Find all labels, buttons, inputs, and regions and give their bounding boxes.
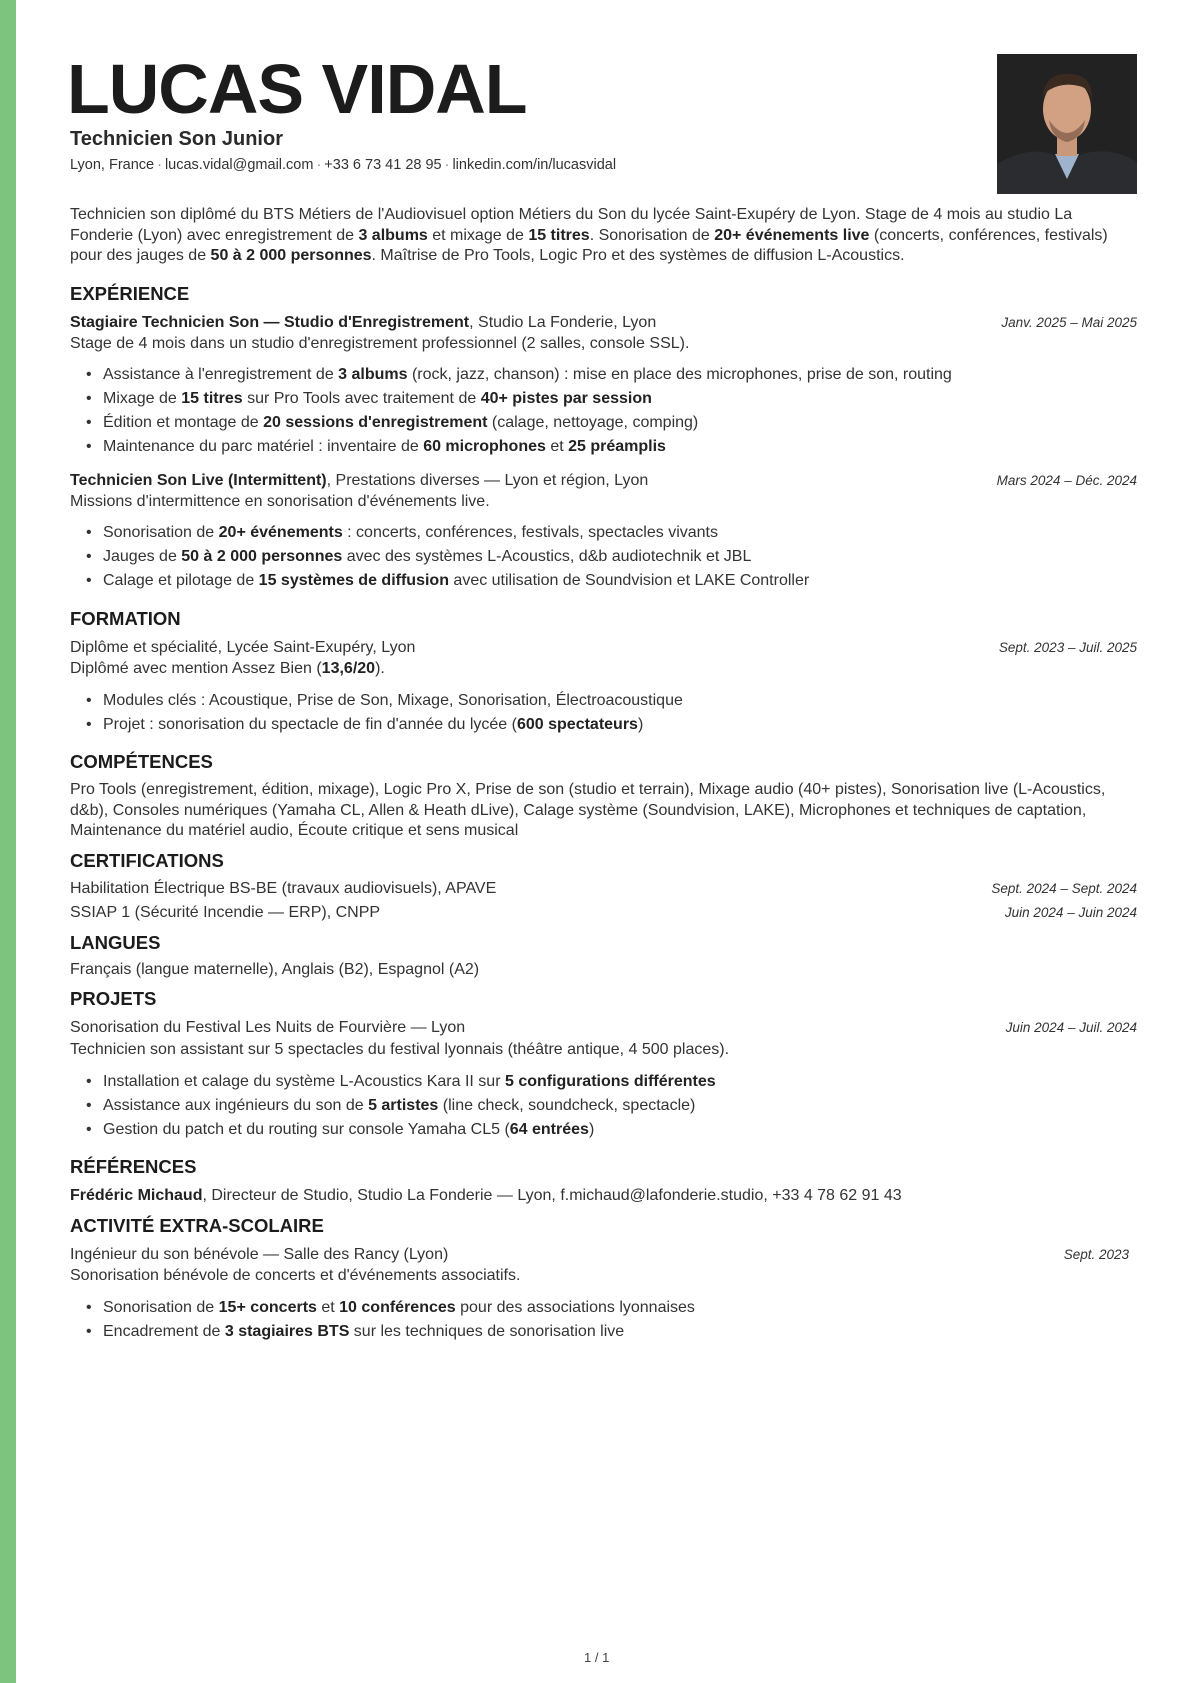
education-date: Sept. 2023 – Juil. 2025 xyxy=(998,640,1137,655)
text-run: Assistance à l'enregistrement de xyxy=(103,366,339,383)
emphasis-text: 64 entrées xyxy=(509,1121,589,1138)
project-description: Technicien son assistant sur 5 spectacles du festival lyonnais (théâtre antique, 4 500 places). xyxy=(70,1041,730,1058)
section-title-skills: COMPÉTENCES xyxy=(70,751,213,772)
job-date: Mars 2024 – Déc. 2024 xyxy=(996,473,1137,488)
reference-item xyxy=(70,1185,902,1206)
text-run: Technicien son diplômé du BTS Métiers de l'Audiovisuel option Métiers du Son du lycée Saint-Exupéry de Lyon. Stage de 4 mois au studio La Fonderie (Lyon) avec enregistrement de xyxy=(70,206,1073,244)
emphasis-text: 3 albums xyxy=(358,226,428,244)
bullet-item xyxy=(103,364,952,388)
emphasis-text: 25 préamplis xyxy=(568,438,666,455)
text-run: ). xyxy=(375,660,385,677)
reference-name: Frédéric Michaud xyxy=(70,1187,203,1204)
email-link[interactable]: lucas.vidal@gmail.com xyxy=(164,157,314,173)
bullet-item xyxy=(103,570,809,594)
bullet-item xyxy=(103,436,952,460)
section-title-certifications: CERTIFICATIONS xyxy=(70,850,224,871)
text-run: ) xyxy=(588,1121,595,1138)
text-run: Jauges de xyxy=(103,548,182,565)
text-run: : concerts, conférences, festivals, spectacles vivants xyxy=(342,524,718,541)
separator-dot: · xyxy=(316,157,322,173)
phone: +33 6 73 41 28 95 xyxy=(324,157,442,173)
page-number: 1 / 1 xyxy=(584,1650,610,1665)
education-description xyxy=(70,658,385,679)
emphasis-text: 15 titres xyxy=(181,390,243,407)
job-bullets xyxy=(70,522,809,594)
section-title-education: FORMATION xyxy=(70,608,181,629)
text-run: Projet : sonorisation du spectacle de fin d'année du lycée ( xyxy=(103,716,517,733)
text-run: . Maîtrise de Pro Tools, Logic Pro et des systèmes de diffusion L-Acoustics. xyxy=(371,247,905,264)
resume-page xyxy=(67,0,1137,1340)
text-run: Assistance aux ingénieurs du son de xyxy=(103,1097,369,1114)
text-run: Installation et calage du système L-Acoustics Kara II sur xyxy=(103,1073,505,1090)
text-run: (calage, nettoyage, comping) xyxy=(487,414,699,431)
emphasis-text: 20+ événements live xyxy=(714,226,870,244)
text-run: (line check, soundcheck, spectacle) xyxy=(438,1097,696,1114)
job-org: , Studio La Fonderie, Lyon xyxy=(469,314,657,331)
emphasis-text: 15 titres xyxy=(528,226,590,244)
emphasis-text: 600 spectateurs xyxy=(516,716,638,733)
certification-date: Sept. 2024 – Sept. 2024 xyxy=(991,881,1137,896)
activity-date: Sept. 2023 xyxy=(1063,1247,1129,1262)
bullet-item xyxy=(103,388,952,412)
project-date: Juin 2024 – Juil. 2024 xyxy=(1005,1020,1137,1035)
certification-date: Juin 2024 – Juin 2024 xyxy=(1004,905,1137,920)
emphasis-text: 50 à 2 000 personnes xyxy=(210,247,372,264)
bullet-item xyxy=(103,522,809,546)
bullet-item xyxy=(103,1095,716,1119)
text-run: et xyxy=(545,438,569,455)
emphasis-text: 5 artistes xyxy=(368,1097,439,1114)
text-run: Calage et pilotage de xyxy=(103,572,259,589)
project-bullets xyxy=(70,1071,716,1143)
text-run: avec utilisation de Soundvision et LAKE Controller xyxy=(448,572,810,589)
bullet-item xyxy=(103,714,683,738)
bullet-item xyxy=(103,546,809,570)
text-run: (concerts, conférences, festivals) pour des jauges de xyxy=(70,226,1108,264)
job-bullets xyxy=(70,364,952,460)
bullet-item xyxy=(103,412,952,436)
text-run: avec des systèmes L-Acoustics, d&b audiotechnik et JBL xyxy=(342,548,752,565)
job-description: Stage de 4 mois dans un studio d'enregistrement professionnel (2 salles, console SSL). xyxy=(70,335,690,352)
profile-photo xyxy=(997,54,1137,194)
reference-details: , Directeur de Studio, Studio La Fonderie — Lyon, f.michaud@lafonderie.studio, +33 4 78 62 91 43 xyxy=(202,1187,902,1204)
certification-name: Habilitation Électrique BS-BE (travaux audiovisuels), APAVE xyxy=(70,880,497,897)
profile-summary xyxy=(70,205,1137,267)
emphasis-text: 15+ concerts xyxy=(218,1299,317,1316)
emphasis-text: 10 conférences xyxy=(339,1299,456,1316)
emphasis-text: 3 stagiaires BTS xyxy=(224,1323,350,1340)
linkedin-link[interactable]: linkedin.com/in/lucasvidal xyxy=(452,157,617,173)
separator-dot: · xyxy=(157,157,162,173)
text-run: (rock, jazz, chanson) : mise en place des microphones, prise de son, routing xyxy=(407,366,952,383)
emphasis-text: 40+ pistes par session xyxy=(480,390,652,407)
emphasis-text: 15 systèmes de diffusion xyxy=(258,572,449,589)
section-title-projects: PROJETS xyxy=(70,988,157,1009)
text-run: Diplômé avec mention Assez Bien ( xyxy=(70,660,322,677)
bullet-item xyxy=(103,1119,716,1143)
experience-entry-header xyxy=(70,470,1137,491)
text-run: Sonorisation de xyxy=(103,524,219,541)
job-title: Technicien Son Live (Intermittent) xyxy=(70,472,327,489)
text-run: et xyxy=(316,1299,340,1316)
contact-line xyxy=(70,157,616,173)
section-title-extracurricular: ACTIVITÉ EXTRA-SCOLAIRE xyxy=(70,1215,324,1236)
emphasis-text: 5 configurations différentes xyxy=(504,1073,716,1090)
education-bullets xyxy=(70,690,683,738)
text-run: Mixage de xyxy=(103,390,182,407)
section-title-languages: LANGUES xyxy=(70,932,161,953)
candidate-name: LUCAS VIDAL xyxy=(67,50,527,128)
bullet-item xyxy=(103,690,683,714)
location: Lyon, France xyxy=(70,157,155,173)
job-description: Missions d'intermittence en sonorisation d'événements live. xyxy=(70,493,490,510)
certification-item xyxy=(70,878,1137,899)
text-run: Édition et montage de xyxy=(103,414,264,431)
text-run: Sonorisation de xyxy=(103,1299,219,1316)
experience-entry-header xyxy=(70,312,1137,333)
job-org: , Prestations diverses — Lyon et région, Lyon xyxy=(326,472,649,489)
project-title: Sonorisation du Festival Les Nuits de Fourvière — Lyon xyxy=(70,1019,466,1036)
activity-description: Sonorisation bénévole de concerts et d'événements associatifs. xyxy=(70,1267,521,1284)
text-run: et mixage de xyxy=(427,226,529,244)
separator-dot: · xyxy=(444,157,450,173)
text-run: sur les techniques de sonorisation live xyxy=(349,1323,625,1340)
text-run: Encadrement de xyxy=(103,1323,225,1340)
text-run: sur Pro Tools avec traitement de xyxy=(242,390,481,407)
skills-text: Pro Tools (enregistrement, édition, mixage), Logic Pro X, Prise de son (studio et terrain), Mixage audio (40+ pistes), Sonorisation live (L-Acoustics, d&b), Consoles numériques (Yamaha CL, Allen & Heath dLive), Calage système (Soundvision, LAKE), Microphones et techniques de captation, Maintenance du matériel audio, Écoute critique et sens musical xyxy=(70,781,1106,839)
certification-name: SSIAP 1 (Sécurité Incendie — ERP), CNPP xyxy=(70,904,381,921)
section-title-references: RÉFÉRENCES xyxy=(70,1156,197,1177)
education-entry-header xyxy=(70,637,1137,658)
text-run: . Sonorisation de xyxy=(589,226,715,244)
bullet-item xyxy=(103,1297,695,1321)
text-run: pour des associations lyonnaises xyxy=(455,1299,695,1316)
emphasis-text: 50 à 2 000 personnes xyxy=(181,548,343,565)
activity-bullets xyxy=(70,1297,695,1345)
emphasis-text: 13,6/20 xyxy=(321,660,376,677)
emphasis-text: 60 microphones xyxy=(423,438,546,455)
section-title-experience: EXPÉRIENCE xyxy=(70,283,190,304)
text-run: Modules clés : Acoustique, Prise de Son, Mixage, Sonorisation, Électroacoustique xyxy=(103,692,683,709)
candidate-role: Technicien Son Junior xyxy=(70,128,283,150)
job-date: Janv. 2025 – Mai 2025 xyxy=(1001,315,1137,330)
emphasis-text: 3 albums xyxy=(338,366,408,383)
job-title: Stagiaire Technicien Son — Studio d'Enregistrement xyxy=(70,314,470,331)
bullet-item xyxy=(103,1321,695,1345)
activity-title: Ingénieur du son bénévole — Salle des Rancy (Lyon) xyxy=(70,1246,449,1263)
emphasis-text: 20+ événements xyxy=(218,524,343,541)
extracurricular-entry-header xyxy=(70,1244,1129,1265)
bullet-item xyxy=(103,1071,716,1095)
accent-bar xyxy=(0,0,16,1683)
portrait-icon xyxy=(997,54,1137,194)
text-run: ) xyxy=(637,716,644,733)
emphasis-text: 20 sessions d'enregistrement xyxy=(263,414,488,431)
degree-title: Diplôme et spécialité, Lycée Saint-Exupéry, Lyon xyxy=(70,639,416,656)
resume-header xyxy=(67,0,1137,190)
project-entry-header xyxy=(70,1017,1137,1038)
text-run: Maintenance du parc matériel : inventaire de xyxy=(103,438,424,455)
text-run: Gestion du patch et du routing sur console Yamaha CL5 ( xyxy=(103,1121,510,1138)
certification-item xyxy=(70,902,1137,923)
languages-text: Français (langue maternelle), Anglais (B2), Espagnol (A2) xyxy=(70,961,480,978)
